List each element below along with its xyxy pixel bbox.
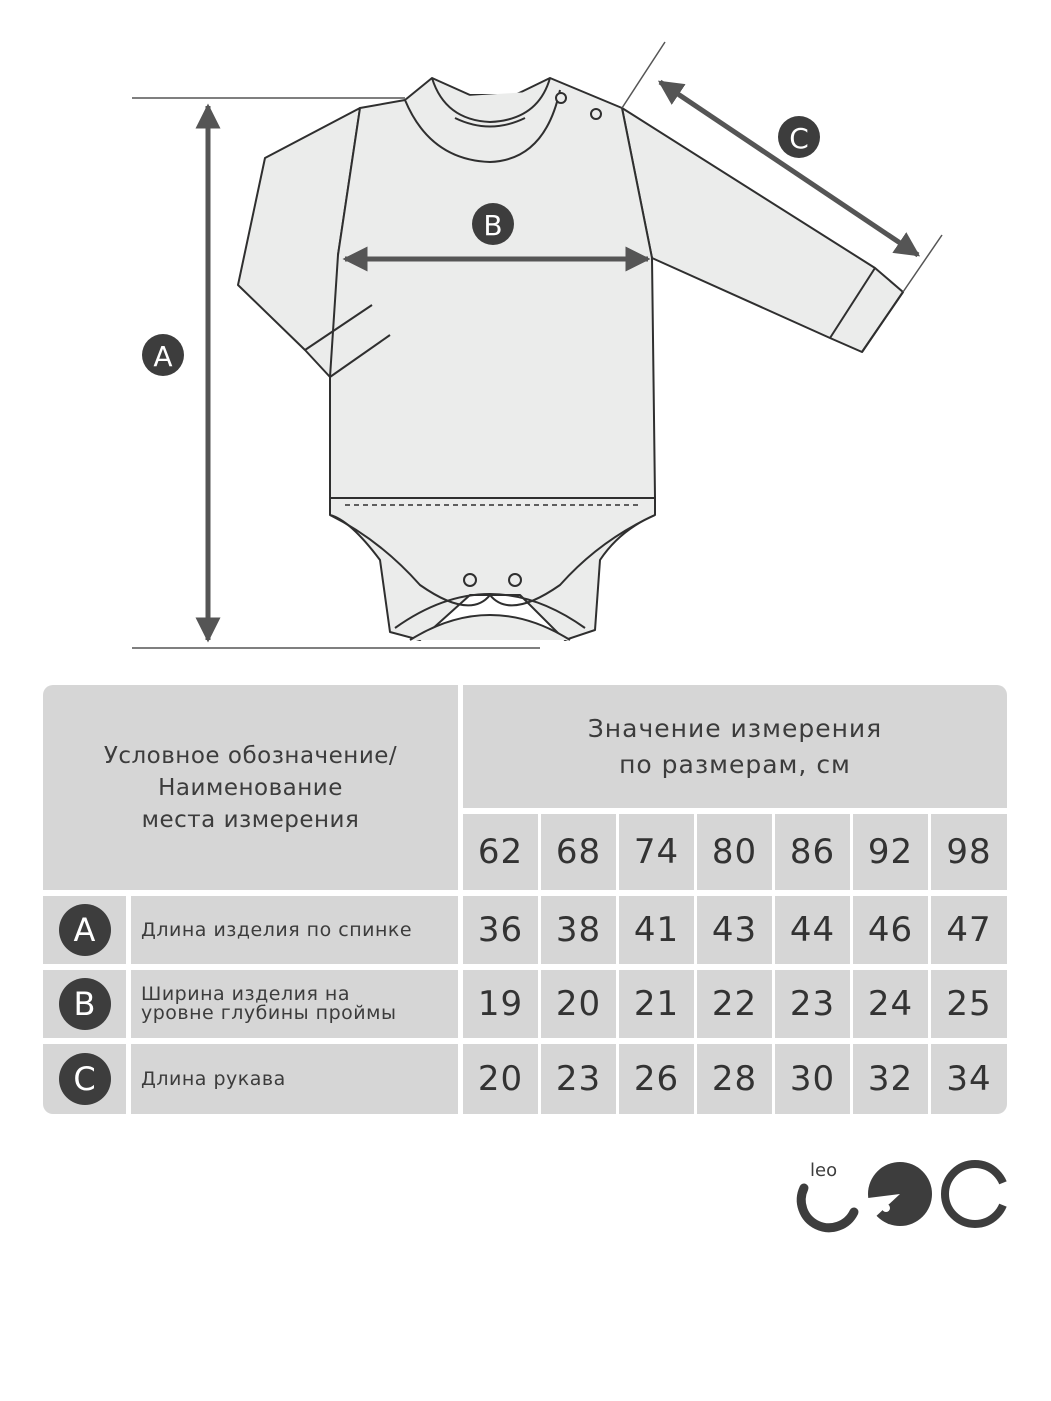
row-a-label: Длина изделия по спинке <box>141 918 413 941</box>
row-a-key-cell <box>43 896 126 964</box>
row-a-value: 44 <box>775 896 850 964</box>
size-value: 74 <box>633 832 680 872</box>
row-b-value: 21 <box>619 970 694 1038</box>
row-b-value: 25 <box>931 970 1007 1038</box>
size-cell <box>697 814 772 890</box>
row-a-badge: A <box>59 904 111 956</box>
row-c-value: 20 <box>463 1044 538 1114</box>
row-b-value: 22 <box>697 970 772 1038</box>
marker-a <box>142 334 184 376</box>
row-c-label: Длина рукава <box>141 1067 286 1090</box>
row-c-value: 32 <box>853 1044 928 1114</box>
row-b-label-line-2: уровне глубины проймы <box>141 1002 397 1024</box>
row-b-value: 19 <box>463 970 538 1038</box>
row-c-value: 23 <box>541 1044 616 1114</box>
size-value: 86 <box>789 832 836 872</box>
row-c-value: 30 <box>775 1044 850 1114</box>
size-value: 92 <box>867 832 914 872</box>
size-cell <box>541 814 616 890</box>
svg-text:leo: leo <box>810 1160 838 1181</box>
row-b-badge: B <box>59 978 111 1030</box>
row-c-value: 26 <box>619 1044 694 1114</box>
svg-text:A: A <box>153 340 173 373</box>
marker-c <box>778 116 820 158</box>
bodysuit-outline <box>238 78 903 640</box>
row-a-value: 47 <box>931 896 1007 964</box>
row-b-value: 24 <box>853 970 928 1038</box>
brand-logo <box>790 1150 1020 1240</box>
row-c-value: 28 <box>697 1044 772 1114</box>
bodysuit-measurement-diagram <box>0 0 1051 670</box>
row-b-key-cell <box>43 970 126 1038</box>
row-a-value: 41 <box>619 896 694 964</box>
size-cell <box>853 814 928 890</box>
row-c-badge: C <box>59 1053 111 1105</box>
row-c-value: 34 <box>931 1044 1007 1114</box>
row-c-label-cell <box>131 1044 458 1114</box>
svg-text:B: B <box>483 209 503 242</box>
header-left-line-2: Наименование <box>158 774 343 801</box>
size-value: 68 <box>555 832 602 872</box>
header-left-line-3: места измерения <box>141 806 360 833</box>
header-right-line-1: Значение измерения <box>587 713 883 743</box>
size-cell <box>463 814 538 890</box>
svg-text:C: C <box>789 122 809 155</box>
size-cell <box>619 814 694 890</box>
header-right-cell <box>463 685 1007 808</box>
row-a-value: 46 <box>853 896 928 964</box>
size-value: 98 <box>946 832 992 872</box>
marker-b <box>472 203 514 245</box>
row-c-key-cell <box>43 1044 126 1114</box>
row-a-value: 38 <box>541 896 616 964</box>
row-a-label-cell <box>131 896 458 964</box>
row-b-value: 23 <box>775 970 850 1038</box>
row-b-label-cell <box>131 970 458 1038</box>
header-right-line-2: по размерам, см <box>619 749 851 779</box>
row-b-label-line-1: Ширина изделия на <box>141 983 350 1005</box>
size-cell <box>931 814 1007 890</box>
size-value: 80 <box>711 832 758 872</box>
row-b-value: 20 <box>541 970 616 1038</box>
size-value: 62 <box>477 832 524 872</box>
row-a-value: 36 <box>463 896 538 964</box>
header-left-line-1: Условное обозначение/ <box>103 742 398 769</box>
header-left-cell <box>43 685 458 890</box>
size-cell <box>775 814 850 890</box>
row-a-value: 43 <box>697 896 772 964</box>
